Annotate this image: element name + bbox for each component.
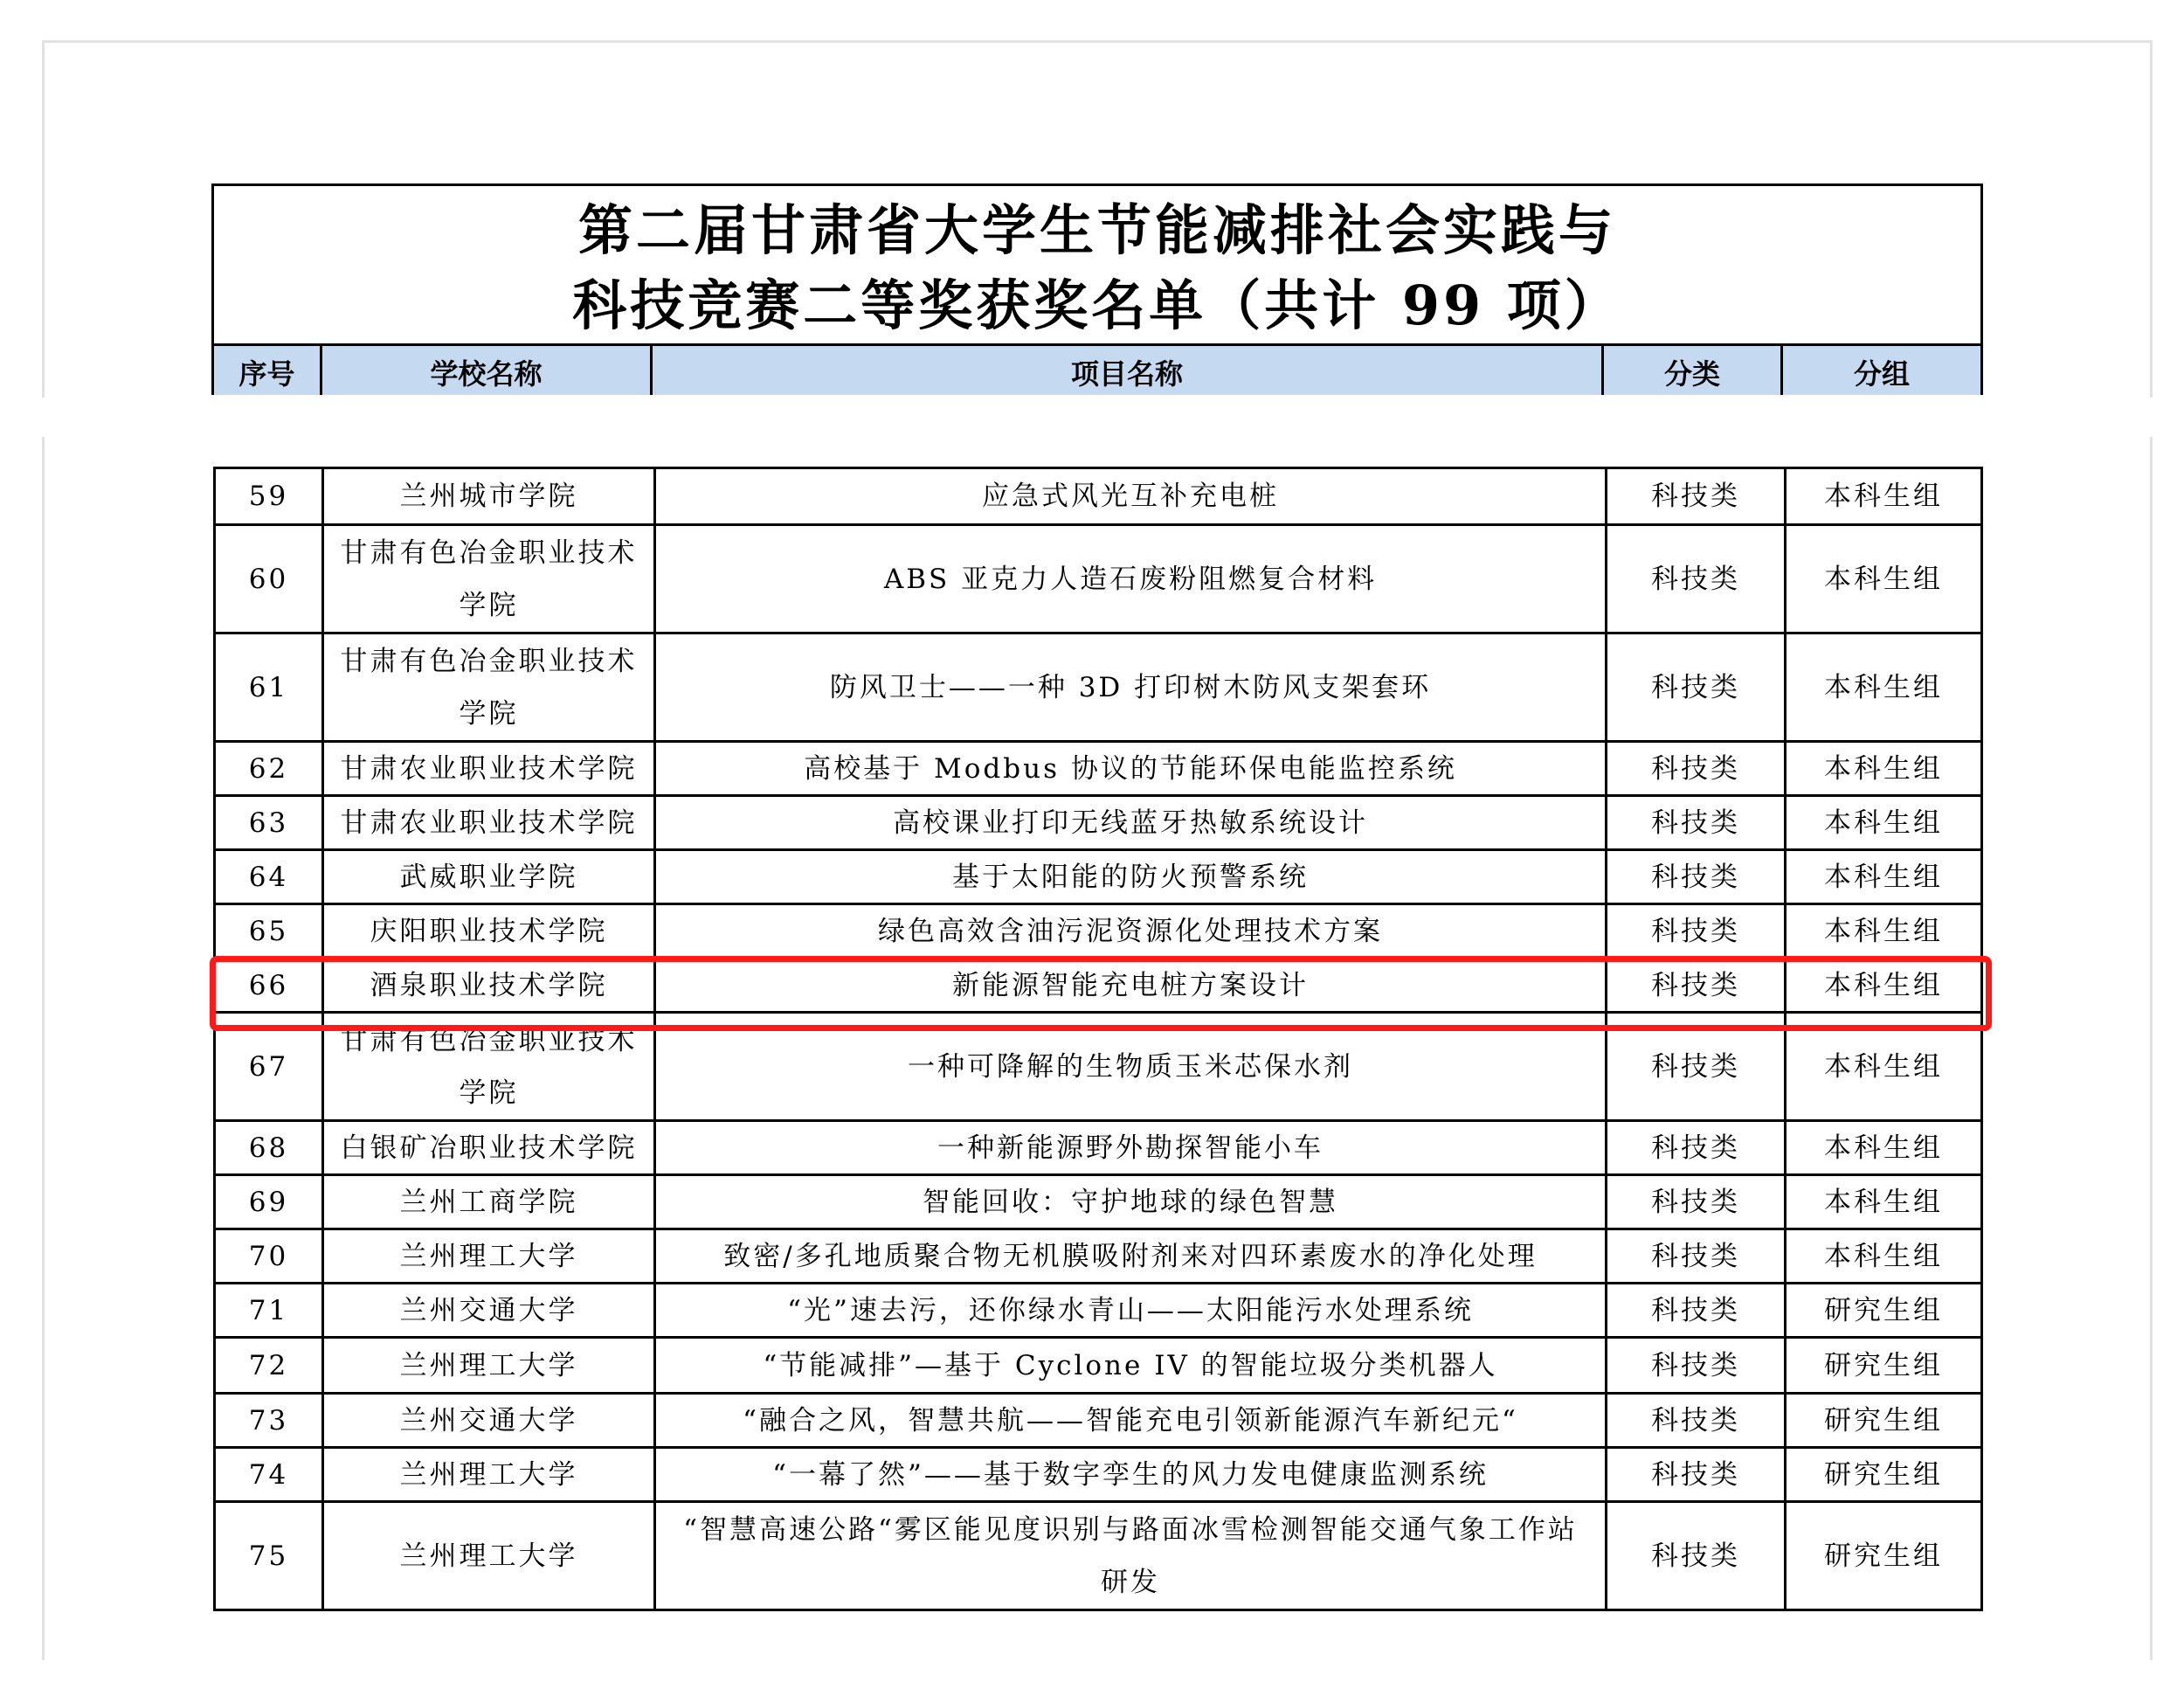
category-cell: 科技类 [1607, 1230, 1787, 1282]
serial-cell: 74 [216, 1449, 324, 1500]
school-cell: 甘肃农业职业技术学院 [324, 743, 656, 794]
category-cell: 科技类 [1607, 1395, 1787, 1446]
school-cell: 甘肃有色冶金职业技术 学院 [324, 1014, 656, 1119]
project-cell: “融合之风，智慧共航——智能充电引领新能源汽车新纪元“ [656, 1395, 1607, 1446]
school-cell: 兰州交通大学 [324, 1395, 656, 1446]
category-cell: 科技类 [1607, 1122, 1787, 1173]
project-cell: “一幕了然”——基于数字孪生的风力发电健康监测系统 [656, 1449, 1607, 1500]
school-cell: 甘肃有色冶金职业技术 学院 [324, 634, 656, 740]
table-row [216, 1446, 1980, 1500]
group-cell: 研究生组 [1824, 1294, 1943, 1326]
serial-cell: 65 [216, 905, 324, 957]
project-cell: 高校基于 Modbus 协议的节能环保电能监控系统 [656, 743, 1607, 794]
category-cell: 科技类 [1607, 905, 1787, 957]
category-cell: 科技类 [1607, 1284, 1787, 1336]
serial-cell: 62 [216, 743, 324, 794]
serial-cell: 64 [216, 851, 324, 903]
table-row [216, 903, 1980, 957]
serial-cell: 61 [216, 634, 324, 740]
category-cell: 科技类 [1607, 1503, 1787, 1609]
title-line-2: 科技竞赛二等奖获奖名单（共计 99 项） [572, 273, 1622, 337]
document-title [214, 193, 1980, 343]
award-list-header [211, 183, 1983, 395]
group-cell: 本科生组 [1824, 671, 1943, 703]
project-cell: 新能源智能充电桩方案设计 [656, 959, 1607, 1011]
table-row [216, 740, 1980, 794]
category-cell: 科技类 [1607, 851, 1787, 903]
header-project: 项目名称 [653, 346, 1604, 395]
column-header-row [214, 343, 1980, 395]
project-cell: 一种新能源野外勘探智能小车 [656, 1122, 1607, 1173]
project-cell: “光”速去污，还你绿水青山——太阳能污水处理系统 [656, 1284, 1607, 1336]
school-cell: 酒泉职业技术学院 [324, 959, 656, 1011]
award-table [213, 467, 1983, 1611]
serial-cell: 69 [216, 1176, 324, 1228]
category-cell: 科技类 [1607, 743, 1787, 794]
serial-cell: 71 [216, 1284, 324, 1336]
project-cell: “节能减排”—基于 Cyclone IV 的智能垃圾分类机器人 [656, 1339, 1607, 1392]
category-cell: 科技类 [1607, 1176, 1787, 1228]
group-cell: 本科生组 [1824, 563, 1943, 595]
school-cell: 武威职业学院 [324, 851, 656, 903]
category-cell: 科技类 [1607, 469, 1787, 523]
table-row [216, 1392, 1980, 1446]
project-cell: “智慧高速公路“雾区能见度识别与路面冰雪检测智能交通气象工作站 研发 [656, 1503, 1607, 1609]
serial-cell: 66 [216, 959, 324, 1011]
category-cell: 科技类 [1607, 959, 1787, 1011]
header-group: 分组 [1853, 357, 1910, 391]
project-cell: 防风卫士——一种 3D 打印树木防风支架套环 [656, 634, 1607, 740]
group-cell: 本科生组 [1824, 1132, 1943, 1164]
school-cell: 兰州理工大学 [324, 1449, 656, 1500]
header-serial: 序号 [214, 346, 322, 395]
table-row [216, 957, 1980, 1011]
category-cell: 科技类 [1607, 1449, 1787, 1500]
category-cell: 科技类 [1607, 526, 1787, 632]
school-cell: 白银矿冶职业技术学院 [324, 1122, 656, 1173]
group-cell: 本科生组 [1824, 1240, 1943, 1272]
category-cell: 科技类 [1607, 797, 1787, 848]
group-cell: 本科生组 [1824, 915, 1943, 947]
group-cell: 研究生组 [1824, 1404, 1943, 1436]
group-cell: 本科生组 [1824, 806, 1943, 839]
school-cell: 庆阳职业技术学院 [324, 905, 656, 957]
table-row [216, 1336, 1980, 1392]
group-cell: 本科生组 [1824, 969, 1943, 1001]
serial-cell: 63 [216, 797, 324, 848]
table-row [216, 469, 1980, 523]
group-cell: 本科生组 [1824, 861, 1943, 893]
serial-cell: 59 [216, 469, 324, 523]
table-row [216, 1500, 1980, 1609]
table-row [216, 1011, 1980, 1119]
project-cell: 高校课业打印无线蓝牙热敏系统设计 [656, 797, 1607, 848]
school-cell: 甘肃有色冶金职业技术 学院 [324, 526, 656, 632]
category-cell: 科技类 [1607, 634, 1787, 740]
school-cell: 兰州城市学院 [324, 469, 656, 523]
table-row [216, 1119, 1980, 1173]
serial-cell: 70 [216, 1230, 324, 1282]
school-cell: 兰州工商学院 [324, 1176, 656, 1228]
school-cell: 兰州交通大学 [324, 1284, 656, 1336]
project-cell: 绿色高效含油污泥资源化处理技术方案 [656, 905, 1607, 957]
serial-cell: 67 [216, 1014, 324, 1119]
category-cell: 科技类 [1607, 1014, 1787, 1119]
school-cell: 兰州理工大学 [324, 1339, 656, 1392]
group-cell: 本科生组 [1824, 752, 1943, 785]
table-row [216, 632, 1980, 740]
serial-cell: 72 [216, 1339, 324, 1392]
project-cell: 一种可降解的生物质玉米芯保水剂 [656, 1014, 1607, 1119]
table-row [216, 523, 1980, 632]
project-cell: 应急式风光互补充电桩 [656, 469, 1607, 523]
group-cell: 研究生组 [1824, 1349, 1943, 1381]
school-cell: 兰州理工大学 [324, 1503, 656, 1609]
table-row [216, 1282, 1980, 1336]
category-cell: 科技类 [1607, 1339, 1787, 1392]
school-cell: 兰州理工大学 [324, 1230, 656, 1282]
project-cell: 致密/多孔地质聚合物无机膜吸附剂来对四环素废水的净化处理 [656, 1230, 1607, 1282]
project-cell: 智能回收：守护地球的绿色智慧 [656, 1176, 1607, 1228]
title-line-1: 第二届甘肃省大学生节能减排社会实践与 [577, 198, 1616, 262]
group-cell: 本科生组 [1824, 1186, 1943, 1218]
header-school: 学校名称 [322, 346, 653, 395]
table-row [216, 1173, 1980, 1228]
group-cell: 研究生组 [1824, 1540, 1943, 1572]
header-category: 分类 [1604, 346, 1783, 395]
group-cell: 本科生组 [1824, 481, 1943, 512]
project-cell: ABS 亚克力人造石废粉阻燃复合材料 [656, 526, 1607, 632]
table-row [216, 1228, 1980, 1282]
table-row [216, 848, 1980, 903]
school-cell: 甘肃农业职业技术学院 [324, 797, 656, 848]
serial-cell: 60 [216, 526, 324, 632]
project-cell: 基于太阳能的防火预警系统 [656, 851, 1607, 903]
serial-cell: 73 [216, 1395, 324, 1446]
group-cell: 研究生组 [1824, 1458, 1943, 1491]
group-cell: 本科生组 [1824, 1050, 1943, 1083]
serial-cell: 75 [216, 1503, 324, 1609]
serial-cell: 68 [216, 1122, 324, 1173]
table-row [216, 794, 1980, 848]
